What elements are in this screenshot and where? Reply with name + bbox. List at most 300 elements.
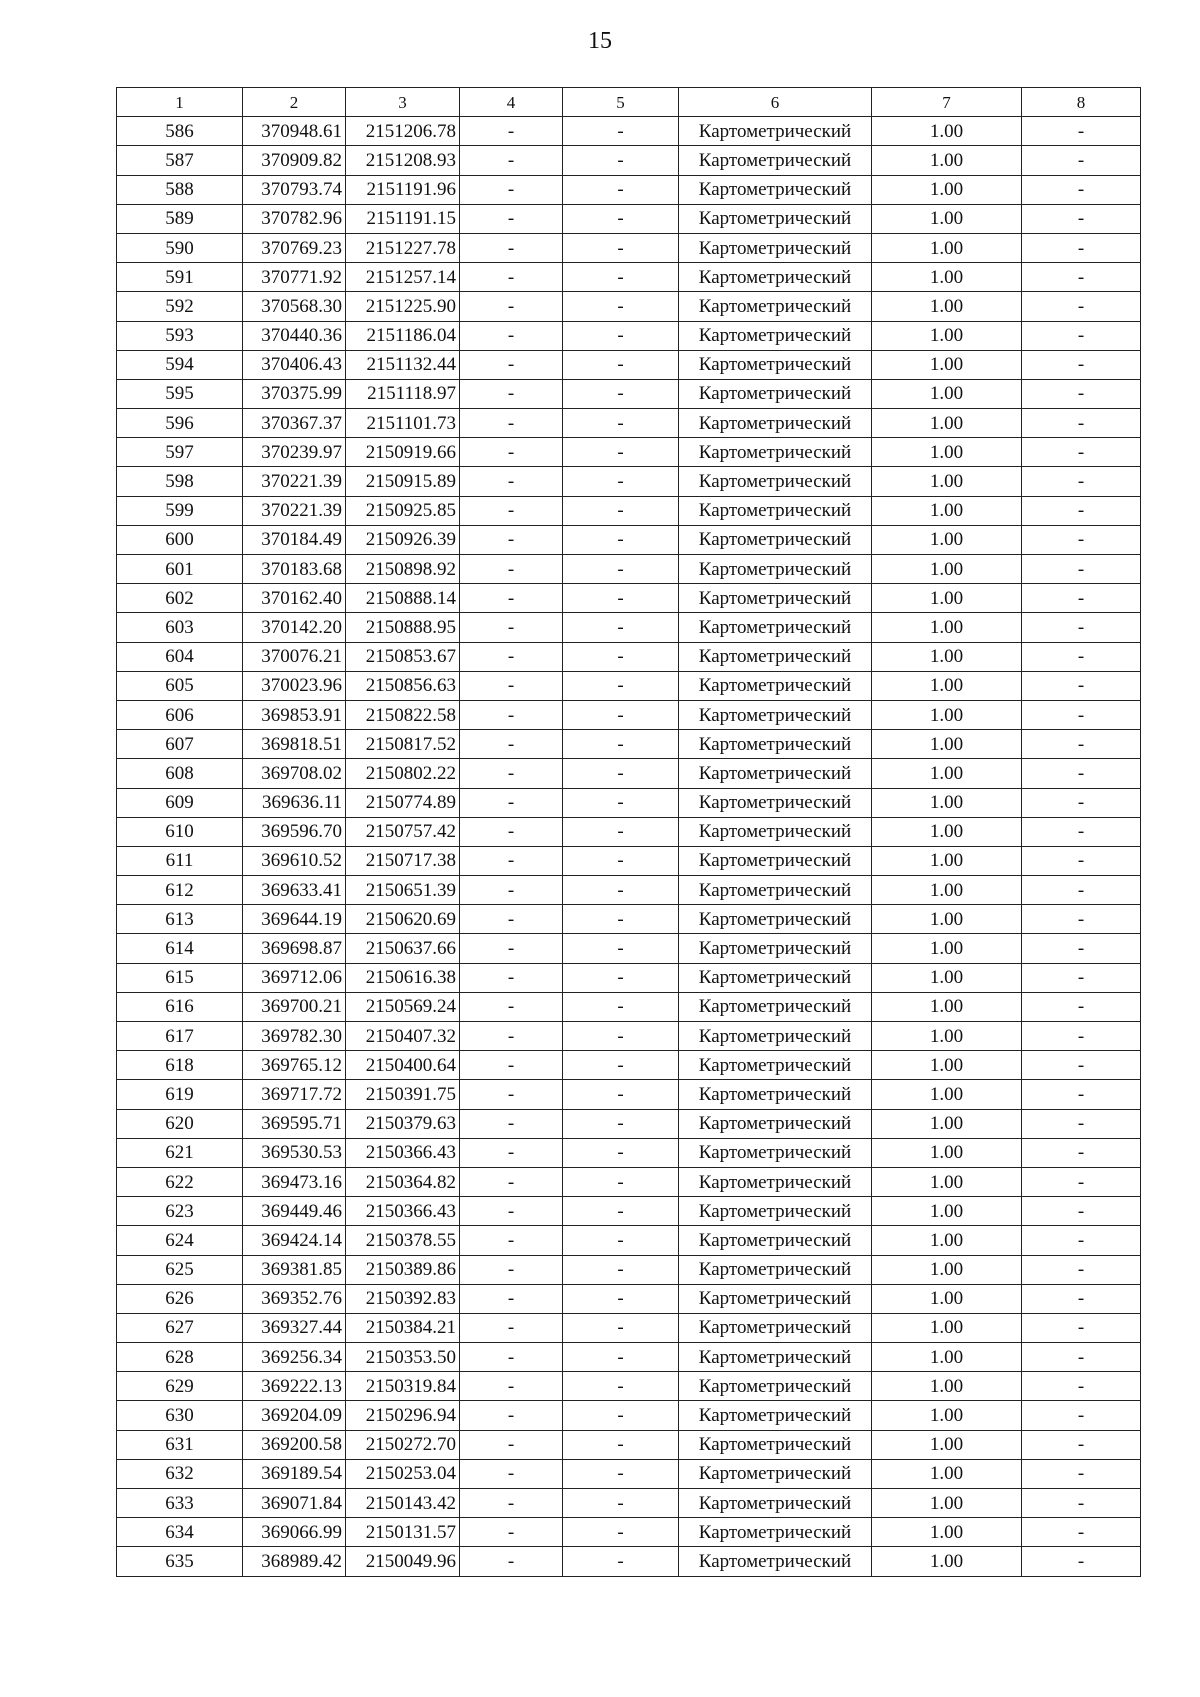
method-cell: Картометрический	[679, 1518, 872, 1547]
column-5-cell: -	[563, 1051, 679, 1080]
column-4-cell: -	[460, 934, 563, 963]
table-row	[117, 1459, 1141, 1488]
column-4-cell: -	[460, 204, 563, 233]
column-8-cell: -	[1022, 263, 1141, 292]
y-coordinate-cell: 2150802.22	[346, 759, 460, 788]
column-4-cell: -	[460, 1459, 563, 1488]
column-8-cell: -	[1022, 233, 1141, 262]
column-5-cell: -	[563, 876, 679, 905]
column-4-cell: -	[460, 1343, 563, 1372]
point-number-cell: 603	[117, 613, 243, 642]
accuracy-cell: 1.00	[872, 233, 1022, 262]
point-number-cell: 629	[117, 1372, 243, 1401]
x-coordinate-cell: 369818.51	[243, 730, 346, 759]
method-cell: Картометрический	[679, 730, 872, 759]
column-header-1: 1	[117, 88, 243, 117]
column-8-cell: -	[1022, 438, 1141, 467]
table-row	[117, 876, 1141, 905]
table-row	[117, 1401, 1141, 1430]
y-coordinate-cell: 2150717.38	[346, 846, 460, 875]
y-coordinate-cell: 2150389.86	[346, 1255, 460, 1284]
column-5-cell: -	[563, 1343, 679, 1372]
y-coordinate-cell: 2151191.96	[346, 175, 460, 204]
column-8-cell: -	[1022, 788, 1141, 817]
x-coordinate-cell: 369717.72	[243, 1080, 346, 1109]
x-coordinate-cell: 369473.16	[243, 1167, 346, 1196]
y-coordinate-cell: 2150919.66	[346, 438, 460, 467]
column-4-cell: -	[460, 759, 563, 788]
method-cell: Картометрический	[679, 438, 872, 467]
method-cell: Картометрический	[679, 1197, 872, 1226]
column-8-cell: -	[1022, 496, 1141, 525]
point-number-cell: 617	[117, 1022, 243, 1051]
accuracy-cell: 1.00	[872, 876, 1022, 905]
table-row	[117, 934, 1141, 963]
y-coordinate-cell: 2151101.73	[346, 409, 460, 438]
point-number-cell: 607	[117, 730, 243, 759]
point-number-cell: 621	[117, 1138, 243, 1167]
table-row	[117, 525, 1141, 554]
column-8-cell: -	[1022, 1138, 1141, 1167]
y-coordinate-cell: 2150391.75	[346, 1080, 460, 1109]
point-number-cell: 622	[117, 1167, 243, 1196]
column-5-cell: -	[563, 817, 679, 846]
method-cell: Картометрический	[679, 467, 872, 496]
method-cell: Картометрический	[679, 525, 872, 554]
x-coordinate-cell: 370221.39	[243, 467, 346, 496]
accuracy-cell: 1.00	[872, 1080, 1022, 1109]
accuracy-cell: 1.00	[872, 584, 1022, 613]
column-5-cell: -	[563, 292, 679, 321]
table-row	[117, 1518, 1141, 1547]
point-number-cell: 588	[117, 175, 243, 204]
column-8-cell: -	[1022, 204, 1141, 233]
column-8-cell: -	[1022, 992, 1141, 1021]
column-header-8: 8	[1022, 88, 1141, 117]
column-5-cell: -	[563, 1430, 679, 1459]
x-coordinate-cell: 370769.23	[243, 233, 346, 262]
column-5-cell: -	[563, 438, 679, 467]
x-coordinate-cell: 370221.39	[243, 496, 346, 525]
x-coordinate-cell: 369449.46	[243, 1197, 346, 1226]
column-5-cell: -	[563, 1109, 679, 1138]
x-coordinate-cell: 369610.52	[243, 846, 346, 875]
x-coordinate-cell: 370239.97	[243, 438, 346, 467]
y-coordinate-cell: 2150392.83	[346, 1284, 460, 1313]
accuracy-cell: 1.00	[872, 700, 1022, 729]
y-coordinate-cell: 2150384.21	[346, 1313, 460, 1342]
table-row	[117, 1430, 1141, 1459]
column-5-cell: -	[563, 146, 679, 175]
column-header-2: 2	[243, 88, 346, 117]
column-5-cell: -	[563, 992, 679, 1021]
x-coordinate-cell: 369222.13	[243, 1372, 346, 1401]
column-4-cell: -	[460, 525, 563, 554]
method-cell: Картометрический	[679, 1547, 872, 1576]
accuracy-cell: 1.00	[872, 379, 1022, 408]
accuracy-cell: 1.00	[872, 759, 1022, 788]
x-coordinate-cell: 370568.30	[243, 292, 346, 321]
point-number-cell: 606	[117, 700, 243, 729]
page-number: 15	[588, 28, 612, 54]
column-4-cell: -	[460, 1138, 563, 1167]
column-5-cell: -	[563, 1401, 679, 1430]
table-row	[117, 409, 1141, 438]
column-8-cell: -	[1022, 1167, 1141, 1196]
y-coordinate-cell: 2150651.39	[346, 876, 460, 905]
column-8-cell: -	[1022, 1313, 1141, 1342]
table-row	[117, 117, 1141, 146]
column-8-cell: -	[1022, 379, 1141, 408]
accuracy-cell: 1.00	[872, 788, 1022, 817]
y-coordinate-cell: 2150856.63	[346, 671, 460, 700]
column-4-cell: -	[460, 1109, 563, 1138]
y-coordinate-cell: 2151225.90	[346, 292, 460, 321]
y-coordinate-cell: 2150296.94	[346, 1401, 460, 1430]
column-4-cell: -	[460, 1430, 563, 1459]
column-4-cell: -	[460, 1226, 563, 1255]
column-5-cell: -	[563, 1489, 679, 1518]
table-row	[117, 817, 1141, 846]
x-coordinate-cell: 370793.74	[243, 175, 346, 204]
accuracy-cell: 1.00	[872, 146, 1022, 175]
x-coordinate-cell: 369200.58	[243, 1430, 346, 1459]
column-8-cell: -	[1022, 1430, 1141, 1459]
column-4-cell: -	[460, 730, 563, 759]
y-coordinate-cell: 2150569.24	[346, 992, 460, 1021]
accuracy-cell: 1.00	[872, 1167, 1022, 1196]
method-cell: Картометрический	[679, 1459, 872, 1488]
method-cell: Картометрический	[679, 496, 872, 525]
x-coordinate-cell: 370909.82	[243, 146, 346, 175]
column-4-cell: -	[460, 613, 563, 642]
method-cell: Картометрический	[679, 1080, 872, 1109]
column-4-cell: -	[460, 788, 563, 817]
x-coordinate-cell: 369071.84	[243, 1489, 346, 1518]
y-coordinate-cell: 2150131.57	[346, 1518, 460, 1547]
method-cell: Картометрический	[679, 175, 872, 204]
accuracy-cell: 1.00	[872, 525, 1022, 554]
column-4-cell: -	[460, 1313, 563, 1342]
column-8-cell: -	[1022, 292, 1141, 321]
method-cell: Картометрический	[679, 409, 872, 438]
point-number-cell: 633	[117, 1489, 243, 1518]
y-coordinate-cell: 2150774.89	[346, 788, 460, 817]
accuracy-cell: 1.00	[872, 204, 1022, 233]
accuracy-cell: 1.00	[872, 1255, 1022, 1284]
y-coordinate-cell: 2150637.66	[346, 934, 460, 963]
column-5-cell: -	[563, 1138, 679, 1167]
column-8-cell: -	[1022, 1080, 1141, 1109]
x-coordinate-cell: 369644.19	[243, 905, 346, 934]
table-header	[117, 88, 1141, 117]
point-number-cell: 620	[117, 1109, 243, 1138]
x-coordinate-cell: 369595.71	[243, 1109, 346, 1138]
column-5-cell: -	[563, 117, 679, 146]
column-4-cell: -	[460, 496, 563, 525]
column-header-6: 6	[679, 88, 872, 117]
accuracy-cell: 1.00	[872, 1138, 1022, 1167]
y-coordinate-cell: 2150926.39	[346, 525, 460, 554]
column-header-4: 4	[460, 88, 563, 117]
column-8-cell: -	[1022, 555, 1141, 584]
table-row	[117, 1313, 1141, 1342]
y-coordinate-cell: 2150049.96	[346, 1547, 460, 1576]
column-5-cell: -	[563, 1022, 679, 1051]
column-8-cell: -	[1022, 1284, 1141, 1313]
table-row	[117, 642, 1141, 671]
column-4-cell: -	[460, 876, 563, 905]
y-coordinate-cell: 2150364.82	[346, 1167, 460, 1196]
point-number-cell: 599	[117, 496, 243, 525]
table-row	[117, 438, 1141, 467]
x-coordinate-cell: 369765.12	[243, 1051, 346, 1080]
column-4-cell: -	[460, 1022, 563, 1051]
y-coordinate-cell: 2151206.78	[346, 117, 460, 146]
y-coordinate-cell: 2150366.43	[346, 1197, 460, 1226]
x-coordinate-cell: 369204.09	[243, 1401, 346, 1430]
column-8-cell: -	[1022, 1343, 1141, 1372]
y-coordinate-cell: 2150853.67	[346, 642, 460, 671]
table-row	[117, 730, 1141, 759]
y-coordinate-cell: 2151132.44	[346, 350, 460, 379]
column-5-cell: -	[563, 671, 679, 700]
column-4-cell: -	[460, 555, 563, 584]
table-row	[117, 963, 1141, 992]
accuracy-cell: 1.00	[872, 1430, 1022, 1459]
method-cell: Картометрический	[679, 788, 872, 817]
point-number-cell: 590	[117, 233, 243, 262]
column-8-cell: -	[1022, 1109, 1141, 1138]
accuracy-cell: 1.00	[872, 1518, 1022, 1547]
column-4-cell: -	[460, 846, 563, 875]
y-coordinate-cell: 2150407.32	[346, 1022, 460, 1051]
method-cell: Картометрический	[679, 1022, 872, 1051]
table-row	[117, 584, 1141, 613]
column-8-cell: -	[1022, 467, 1141, 496]
column-5-cell: -	[563, 1372, 679, 1401]
x-coordinate-cell: 370782.96	[243, 204, 346, 233]
point-number-cell: 619	[117, 1080, 243, 1109]
x-coordinate-cell: 370771.92	[243, 263, 346, 292]
column-4-cell: -	[460, 642, 563, 671]
x-coordinate-cell: 369782.30	[243, 1022, 346, 1051]
point-number-cell: 602	[117, 584, 243, 613]
table-row	[117, 788, 1141, 817]
method-cell: Картометрический	[679, 934, 872, 963]
column-5-cell: -	[563, 321, 679, 350]
method-cell: Картометрический	[679, 1167, 872, 1196]
column-5-cell: -	[563, 1313, 679, 1342]
accuracy-cell: 1.00	[872, 1284, 1022, 1313]
table-row	[117, 1547, 1141, 1576]
table-row	[117, 233, 1141, 262]
point-number-cell: 624	[117, 1226, 243, 1255]
column-4-cell: -	[460, 1401, 563, 1430]
x-coordinate-cell: 370375.99	[243, 379, 346, 408]
point-number-cell: 632	[117, 1459, 243, 1488]
accuracy-cell: 1.00	[872, 350, 1022, 379]
table-row	[117, 1051, 1141, 1080]
column-4-cell: -	[460, 1284, 563, 1313]
point-number-cell: 612	[117, 876, 243, 905]
column-4-cell: -	[460, 584, 563, 613]
column-5-cell: -	[563, 905, 679, 934]
column-5-cell: -	[563, 496, 679, 525]
method-cell: Картометрический	[679, 846, 872, 875]
y-coordinate-cell: 2150353.50	[346, 1343, 460, 1372]
method-cell: Картометрический	[679, 671, 872, 700]
accuracy-cell: 1.00	[872, 817, 1022, 846]
table-row	[117, 1109, 1141, 1138]
y-coordinate-cell: 2150898.92	[346, 555, 460, 584]
table-row	[117, 292, 1141, 321]
accuracy-cell: 1.00	[872, 1547, 1022, 1576]
x-coordinate-cell: 369700.21	[243, 992, 346, 1021]
accuracy-cell: 1.00	[872, 117, 1022, 146]
column-5-cell: -	[563, 1255, 679, 1284]
column-5-cell: -	[563, 700, 679, 729]
y-coordinate-cell: 2150272.70	[346, 1430, 460, 1459]
method-cell: Картометрический	[679, 1284, 872, 1313]
method-cell: Картометрический	[679, 1109, 872, 1138]
column-8-cell: -	[1022, 1518, 1141, 1547]
y-coordinate-cell: 2150379.63	[346, 1109, 460, 1138]
y-coordinate-cell: 2150143.42	[346, 1489, 460, 1518]
point-number-cell: 618	[117, 1051, 243, 1080]
accuracy-cell: 1.00	[872, 1022, 1022, 1051]
x-coordinate-cell: 369596.70	[243, 817, 346, 846]
column-4-cell: -	[460, 905, 563, 934]
column-5-cell: -	[563, 175, 679, 204]
table-row	[117, 496, 1141, 525]
coordinates-table	[116, 87, 1141, 1577]
point-number-cell: 593	[117, 321, 243, 350]
column-4-cell: -	[460, 671, 563, 700]
column-4-cell: -	[460, 963, 563, 992]
point-number-cell: 594	[117, 350, 243, 379]
y-coordinate-cell: 2151186.04	[346, 321, 460, 350]
point-number-cell: 611	[117, 846, 243, 875]
point-number-cell: 616	[117, 992, 243, 1021]
column-4-cell: -	[460, 467, 563, 496]
method-cell: Картометрический	[679, 1489, 872, 1518]
x-coordinate-cell: 370183.68	[243, 555, 346, 584]
table-row	[117, 1226, 1141, 1255]
x-coordinate-cell: 369327.44	[243, 1313, 346, 1342]
point-number-cell: 586	[117, 117, 243, 146]
column-4-cell: -	[460, 263, 563, 292]
y-coordinate-cell: 2150400.64	[346, 1051, 460, 1080]
column-8-cell: -	[1022, 1459, 1141, 1488]
accuracy-cell: 1.00	[872, 1051, 1022, 1080]
table-row	[117, 1022, 1141, 1051]
column-5-cell: -	[563, 759, 679, 788]
column-5-cell: -	[563, 1080, 679, 1109]
method-cell: Картометрический	[679, 700, 872, 729]
column-5-cell: -	[563, 379, 679, 408]
x-coordinate-cell: 369633.41	[243, 876, 346, 905]
column-4-cell: -	[460, 1547, 563, 1576]
method-cell: Картометрический	[679, 263, 872, 292]
column-8-cell: -	[1022, 1372, 1141, 1401]
column-4-cell: -	[460, 438, 563, 467]
y-coordinate-cell: 2151257.14	[346, 263, 460, 292]
x-coordinate-cell: 369066.99	[243, 1518, 346, 1547]
accuracy-cell: 1.00	[872, 934, 1022, 963]
column-8-cell: -	[1022, 963, 1141, 992]
method-cell: Картометрический	[679, 555, 872, 584]
column-8-cell: -	[1022, 175, 1141, 204]
table-row	[117, 263, 1141, 292]
table-row	[117, 1343, 1141, 1372]
table-row	[117, 467, 1141, 496]
column-8-cell: -	[1022, 1051, 1141, 1080]
accuracy-cell: 1.00	[872, 1109, 1022, 1138]
x-coordinate-cell: 370948.61	[243, 117, 346, 146]
x-coordinate-cell: 370142.20	[243, 613, 346, 642]
column-8-cell: -	[1022, 613, 1141, 642]
column-8-cell: -	[1022, 350, 1141, 379]
table-row	[117, 1489, 1141, 1518]
point-number-cell: 628	[117, 1343, 243, 1372]
column-8-cell: -	[1022, 1197, 1141, 1226]
point-number-cell: 604	[117, 642, 243, 671]
table-row	[117, 1197, 1141, 1226]
point-number-cell: 597	[117, 438, 243, 467]
column-5-cell: -	[563, 1518, 679, 1547]
column-8-cell: -	[1022, 934, 1141, 963]
column-5-cell: -	[563, 730, 679, 759]
column-4-cell: -	[460, 1518, 563, 1547]
y-coordinate-cell: 2150888.95	[346, 613, 460, 642]
method-cell: Картометрический	[679, 1372, 872, 1401]
column-header-5: 5	[563, 88, 679, 117]
point-number-cell: 601	[117, 555, 243, 584]
table-row	[117, 1372, 1141, 1401]
x-coordinate-cell: 370184.49	[243, 525, 346, 554]
table-row	[117, 1284, 1141, 1313]
method-cell: Картометрический	[679, 379, 872, 408]
accuracy-cell: 1.00	[872, 1197, 1022, 1226]
column-4-cell: -	[460, 321, 563, 350]
accuracy-cell: 1.00	[872, 613, 1022, 642]
column-header-3: 3	[346, 88, 460, 117]
y-coordinate-cell: 2151191.15	[346, 204, 460, 233]
method-cell: Картометрический	[679, 204, 872, 233]
point-number-cell: 630	[117, 1401, 243, 1430]
table-row	[117, 321, 1141, 350]
point-number-cell: 596	[117, 409, 243, 438]
column-4-cell: -	[460, 700, 563, 729]
column-8-cell: -	[1022, 671, 1141, 700]
column-5-cell: -	[563, 555, 679, 584]
column-5-cell: -	[563, 525, 679, 554]
column-5-cell: -	[563, 204, 679, 233]
column-5-cell: -	[563, 934, 679, 963]
method-cell: Картометрический	[679, 584, 872, 613]
accuracy-cell: 1.00	[872, 438, 1022, 467]
column-5-cell: -	[563, 467, 679, 496]
column-4-cell: -	[460, 379, 563, 408]
x-coordinate-cell: 368989.42	[243, 1547, 346, 1576]
x-coordinate-cell: 369853.91	[243, 700, 346, 729]
x-coordinate-cell: 370162.40	[243, 584, 346, 613]
column-8-cell: -	[1022, 1489, 1141, 1518]
point-number-cell: 589	[117, 204, 243, 233]
point-number-cell: 600	[117, 525, 243, 554]
column-4-cell: -	[460, 1372, 563, 1401]
